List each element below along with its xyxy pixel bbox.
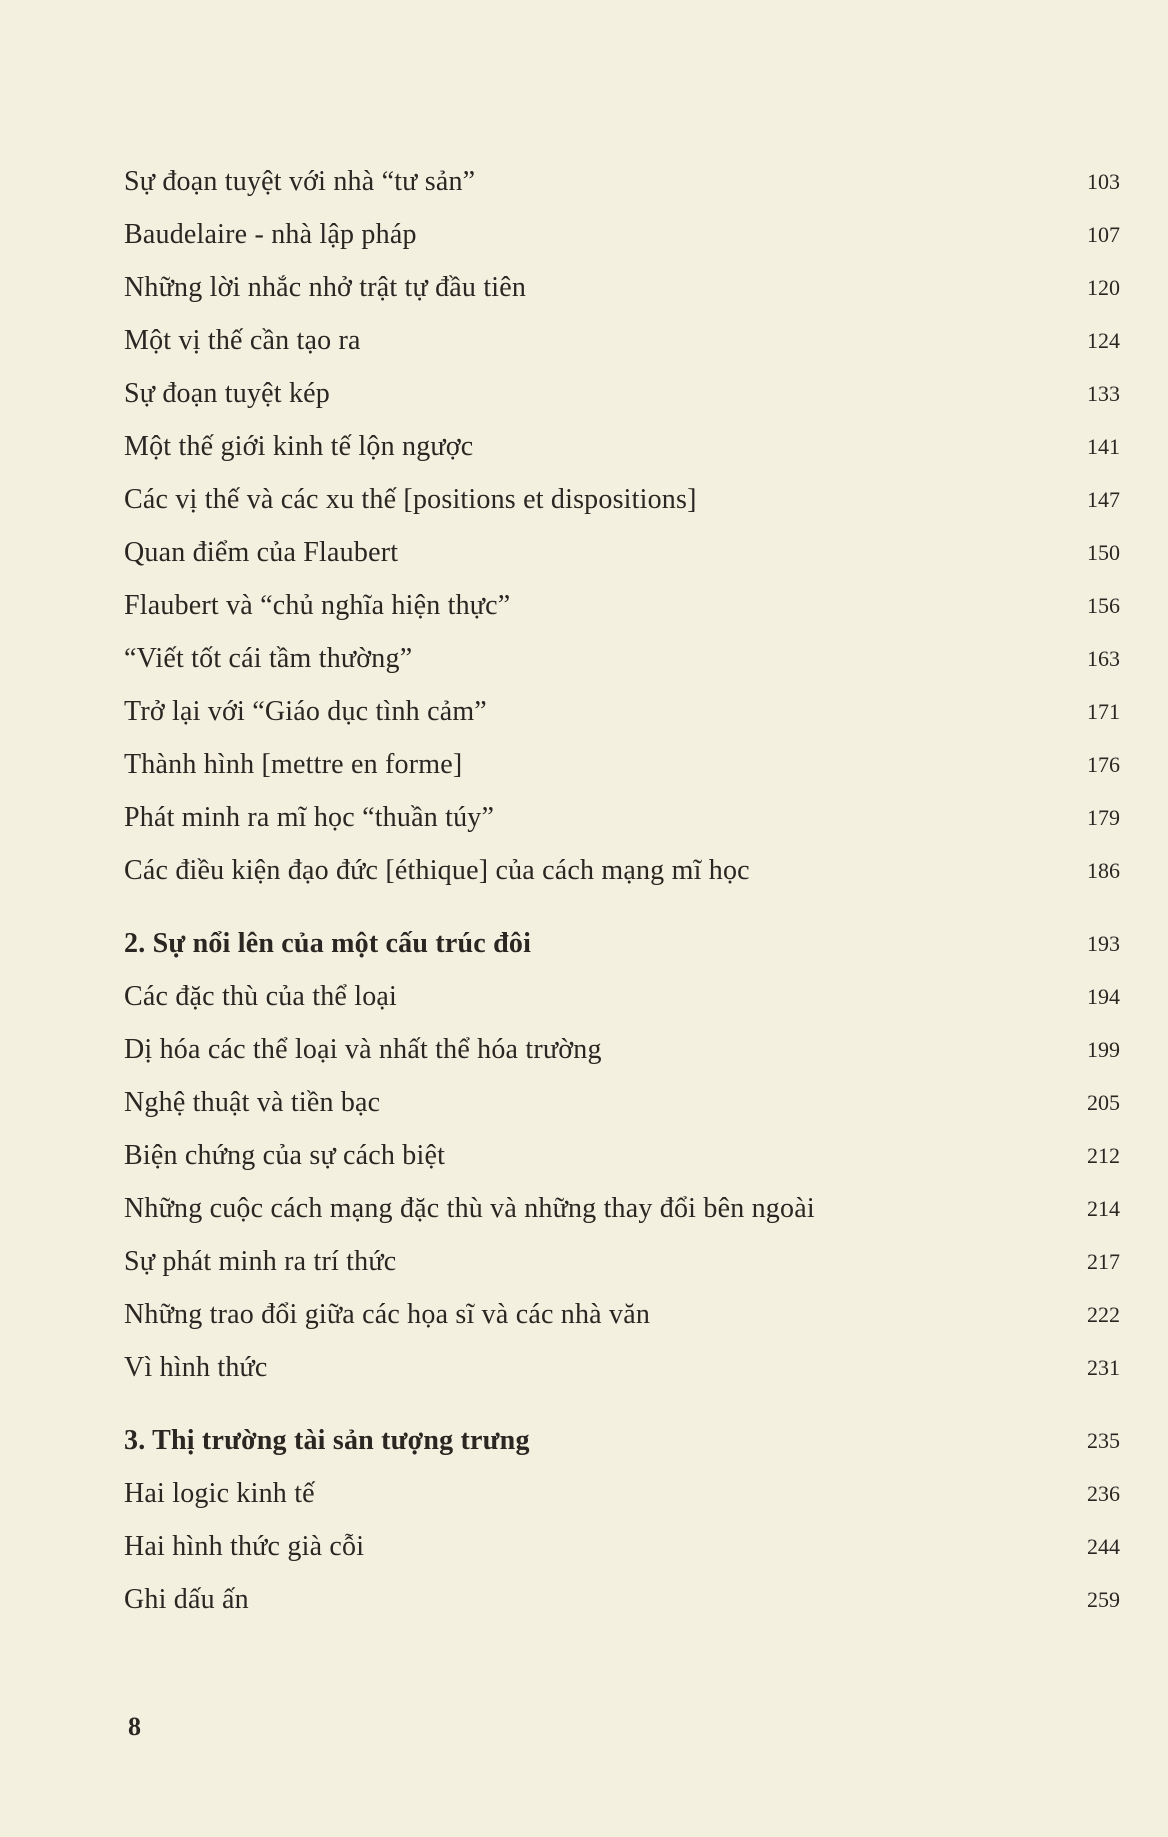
toc-entry-row — [124, 1242, 1120, 1282]
toc-entry-title: Sự phát minh ra trí thức — [124, 1246, 397, 1277]
toc-entry-title: 3. Thị trường tài sản tượng trưng — [124, 1425, 530, 1456]
toc-entry-row — [124, 1348, 1120, 1388]
toc-entry-title: Các điều kiện đạo đức [éthique] của cách mạng mĩ học — [124, 855, 750, 886]
toc-chapter-row — [124, 1421, 1120, 1461]
toc-entry-title: Sự đoạn tuyệt với nhà “tư sản” — [124, 166, 476, 197]
toc-entry-page: 141 — [1087, 434, 1120, 459]
toc-entry-row — [124, 1527, 1120, 1567]
toc-entry-page: 150 — [1087, 540, 1120, 565]
toc-entry-title: Dị hóa các thể loại và nhất thể hóa trường — [124, 1034, 602, 1065]
toc-entry-row — [124, 798, 1120, 838]
toc-entry-title: Những lời nhắc nhở trật tự đầu tiên — [124, 272, 527, 303]
toc-entry-row — [124, 1083, 1120, 1123]
toc-entry-title: Hai logic kinh tế — [124, 1478, 315, 1509]
toc-entry-page: 235 — [1087, 1428, 1120, 1453]
toc-entry-title: Những cuộc cách mạng đặc thù và những thay đổi bên ngoài — [124, 1193, 815, 1224]
toc-entry-title: Vì hình thức — [124, 1352, 268, 1383]
toc-entry-title: Trở lại với “Giáo dục tình cảm” — [124, 696, 487, 727]
toc-entry-page: 194 — [1087, 984, 1120, 1009]
toc-entry-title: Ghi dấu ấn — [124, 1584, 249, 1615]
toc-entry-row — [124, 1295, 1120, 1335]
toc-entry-page: 179 — [1087, 805, 1120, 830]
toc-entry-page: 107 — [1087, 222, 1120, 247]
toc-entry-page: 222 — [1087, 1302, 1120, 1327]
toc-chapter-row — [124, 924, 1120, 964]
toc-entry-row — [124, 745, 1120, 785]
toc-entry-row — [124, 215, 1120, 255]
toc-entry-row — [124, 480, 1120, 520]
toc-entry-title: Flaubert và “chủ nghĩa hiện thực” — [124, 590, 511, 621]
toc-entry-row — [124, 1189, 1120, 1229]
toc-entry-row — [124, 977, 1120, 1017]
toc-entry-title: Sự đoạn tuyệt kép — [124, 378, 330, 409]
toc-entry-row — [124, 851, 1120, 891]
toc-entry-title: Các vị thế và các xu thế [positions et dispositions] — [124, 484, 697, 515]
toc-entry-page: 193 — [1087, 931, 1120, 956]
toc-entry-title: Một vị thế cần tạo ra — [124, 325, 361, 356]
toc-entry-page: 133 — [1087, 381, 1120, 406]
toc-entry-page: 236 — [1087, 1481, 1120, 1506]
toc-entry-row — [124, 1580, 1120, 1620]
toc-entry-title: “Viết tốt cái tầm thường” — [124, 643, 413, 674]
toc-entry-page: 171 — [1087, 699, 1120, 724]
toc-entry-page: 124 — [1087, 328, 1120, 353]
toc-entry-row — [124, 692, 1120, 732]
toc-entry-page: 163 — [1087, 646, 1120, 671]
toc-entry-title: 2. Sự nổi lên của một cấu trúc đôi — [124, 928, 532, 959]
toc-entry-row — [124, 1030, 1120, 1070]
toc-entry-row — [124, 427, 1120, 467]
toc-entry-title: Quan điểm của Flaubert — [124, 537, 399, 568]
toc-entry-page: 176 — [1087, 752, 1120, 777]
toc-entry-page: 231 — [1087, 1355, 1120, 1380]
toc-entry-title: Những trao đổi giữa các họa sĩ và các nhà văn — [124, 1299, 651, 1330]
toc-entry-title: Các đặc thù của thể loại — [124, 981, 398, 1012]
page-number: 8 — [128, 1712, 141, 1741]
toc-entry-row — [124, 586, 1120, 626]
toc-entry-title: Phát minh ra mĩ học “thuần túy” — [124, 802, 495, 833]
toc-entry-page: 205 — [1087, 1090, 1120, 1115]
toc-entry-page: 259 — [1087, 1587, 1120, 1612]
toc-entry-row — [124, 1136, 1120, 1176]
toc-entry-page: 217 — [1087, 1249, 1120, 1274]
toc-entry-row — [124, 533, 1120, 573]
toc-entry-row — [124, 321, 1120, 361]
toc-entry-title: Baudelaire - nhà lập pháp — [124, 219, 417, 250]
toc-entry-row — [124, 639, 1120, 679]
toc-entry-page: 103 — [1087, 169, 1120, 194]
toc-entry-row — [124, 162, 1120, 202]
toc-entry-page: 212 — [1087, 1143, 1120, 1168]
toc-entry-page: 244 — [1087, 1534, 1120, 1559]
toc-entry-page: 156 — [1087, 593, 1120, 618]
toc-entry-title: Thành hình [mettre en forme] — [124, 749, 463, 780]
toc-entry-page: 147 — [1087, 487, 1120, 512]
toc-entry-title: Hai hình thức già cỗi — [124, 1531, 365, 1562]
toc-entry-row — [124, 268, 1120, 308]
toc-entry-title: Nghệ thuật và tiền bạc — [124, 1087, 381, 1118]
toc-entry-page: 214 — [1087, 1196, 1120, 1221]
toc-entry-page: 199 — [1087, 1037, 1120, 1062]
toc-entry-title: Một thế giới kinh tế lộn ngược — [124, 431, 474, 462]
toc-entry-title: Biện chứng của sự cách biệt — [124, 1140, 446, 1171]
toc-entry-page: 186 — [1087, 858, 1120, 883]
toc-entry-row — [124, 374, 1120, 414]
toc-entry-row — [124, 1474, 1120, 1514]
toc-entry-page: 120 — [1087, 275, 1120, 300]
